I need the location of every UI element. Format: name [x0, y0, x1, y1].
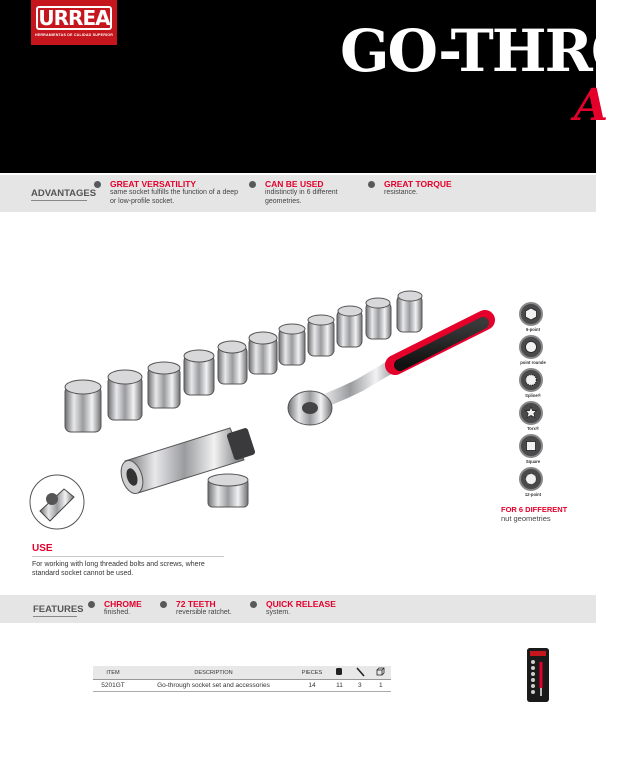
hex-icon [519, 302, 543, 326]
hero-banner [0, 0, 639, 173]
advantage-desc: same socket fulfills the function of a deep or low-profile socket. [110, 189, 239, 206]
round-icon [519, 335, 543, 359]
package-thumbnail [527, 648, 549, 702]
feature-desc: finished. [104, 609, 131, 617]
bullet-icon [88, 601, 95, 608]
table-row [93, 680, 391, 692]
hero-subtitle: A [574, 80, 609, 131]
bullet-icon [160, 601, 167, 608]
cell-description: Go-through socket set and accessories [133, 680, 294, 692]
advantage-desc: indistinctly in 6 different geometries. [265, 189, 338, 206]
socket-types-caption [501, 505, 567, 523]
advantage-item [249, 180, 361, 207]
spec-table-header [93, 666, 391, 680]
socket-type-label: Torx® [527, 426, 539, 431]
advantage-item [94, 180, 244, 207]
feature-desc: reversible ratchet. [176, 609, 232, 617]
advantage-title: GREAT TORQUE [384, 179, 452, 189]
hero-title: GO-THRO [340, 17, 639, 85]
header-sockets [330, 666, 349, 680]
bullet-icon [368, 181, 375, 188]
adapter [208, 474, 248, 507]
feature-item [250, 600, 370, 618]
header-adapters [371, 666, 391, 680]
spec-table [93, 666, 391, 692]
logo-tagline: HERRAMIENTAS DE CALIDAD SUPERIOR [34, 33, 113, 37]
product-photo [30, 285, 510, 545]
cell-item: 5201GT [93, 680, 133, 692]
advantage-title: GREAT VERSATILITY [110, 179, 197, 189]
feature-title: CHROME [104, 599, 142, 609]
features-label: FEATURES [33, 604, 84, 615]
header-item: ITEM [93, 666, 133, 680]
features-band [0, 595, 596, 623]
ratchet-icon [355, 667, 365, 677]
urrea-logo [31, 0, 117, 45]
header-pieces: PIECES [294, 666, 330, 680]
bullet-icon [250, 601, 257, 608]
logo-wordmark: URREA [36, 6, 112, 30]
sockets-row [65, 291, 422, 432]
feature-title: QUICK RELEASE [266, 599, 336, 609]
header-description: DESCRIPTION [133, 666, 294, 680]
advantages-underline [31, 200, 87, 201]
cell-adapters: 1 [371, 680, 391, 692]
socket-type-label: Spline® [525, 393, 541, 398]
feature-desc: system. [266, 609, 291, 617]
use-divider [32, 556, 224, 557]
twelve-point-icon [519, 467, 543, 491]
ratchet-detail-inset [30, 475, 84, 529]
adapter-icon [376, 667, 385, 676]
features-underline [33, 616, 77, 617]
socket-type-label: 12-point [524, 492, 542, 497]
socket-type-label: 6-point [526, 327, 540, 332]
socket-type-label: Square [525, 459, 541, 464]
advantages-label: ADVANTAGES [31, 188, 97, 199]
header-ratchets [349, 666, 371, 680]
torx-icon [519, 401, 543, 425]
feature-title: 72 TEETH [176, 599, 216, 609]
advantage-title: CAN BE USED [265, 179, 324, 189]
socket-types-caption-title: FOR 6 DIFFERENT [501, 505, 568, 514]
advantage-desc: resistance. [384, 189, 418, 197]
use-desc: For working with long threaded bolts and screws, where standard socket cannot be used. [32, 561, 205, 578]
cell-pieces: 14 [294, 680, 330, 692]
bullet-icon [94, 181, 101, 188]
cell-sockets: 11 [330, 680, 349, 692]
socket-type-label: point rounde [520, 360, 546, 365]
feature-item [88, 600, 162, 618]
feature-item [160, 600, 255, 618]
advantage-item [368, 180, 478, 198]
cell-ratchets: 3 [349, 680, 371, 692]
use-title: USE [32, 543, 53, 554]
socket-types-caption-desc: nut geometries [501, 514, 551, 523]
bullet-icon [249, 181, 256, 188]
spline-icon [519, 368, 543, 392]
advantages-band [0, 175, 596, 212]
square-icon [519, 434, 543, 458]
socket-icon [335, 667, 343, 676]
